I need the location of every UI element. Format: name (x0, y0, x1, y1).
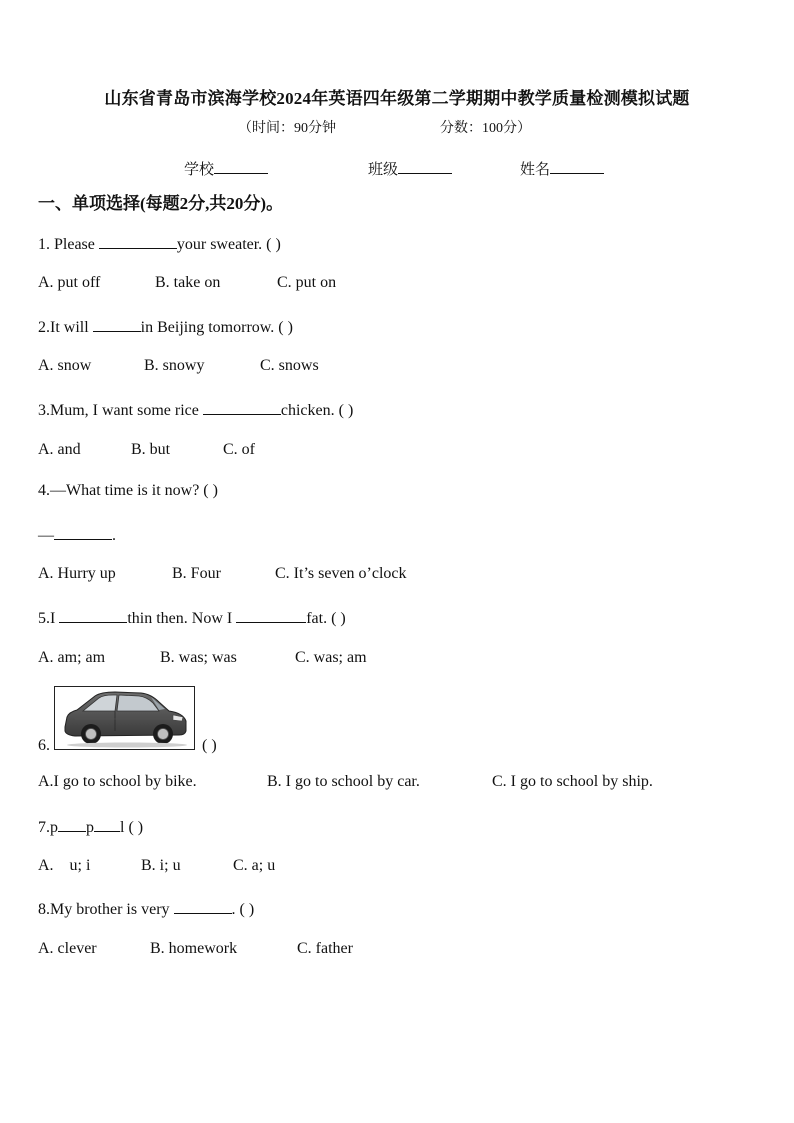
option-b: B. take on (155, 274, 221, 291)
option-c: C. I go to school by ship. (492, 773, 653, 790)
answer-blank (59, 607, 127, 623)
option-a: A. u; i (38, 857, 91, 874)
option-a: A. snow (38, 357, 92, 374)
option-c: C. snows (260, 357, 319, 374)
school-blank (214, 159, 268, 174)
exam-title: 山东省青岛市滨海学校2024年英语四年级第二学期期中教学质量检测模拟试题 (104, 89, 690, 108)
question-4-answer-line: — . (38, 524, 116, 545)
question-4-options (38, 565, 407, 583)
option-a: A. and (38, 441, 81, 458)
option-a: A. clever (38, 940, 97, 957)
option-b: B. snowy (144, 357, 205, 374)
option-a: A. Hurry up (38, 565, 116, 582)
option-b: B. but (131, 441, 171, 458)
school-label: 学校 (184, 162, 215, 178)
exam-info (238, 117, 531, 137)
option-a: A.I go to school by bike. (38, 773, 197, 790)
class-field (368, 158, 452, 179)
option-c: C. It’s seven o’clock (275, 565, 407, 582)
name-label: 姓名 (520, 162, 551, 178)
exam-time: （时间：90分钟 (238, 121, 336, 136)
question-4: 4.—What time is it now? ( ) (38, 482, 218, 499)
option-c: C. was; am (295, 649, 367, 666)
answer-blank (99, 233, 177, 249)
question-6-options (38, 773, 653, 791)
question-2-options (38, 357, 319, 375)
exam-score: 分数：100分） (440, 121, 531, 136)
question-7: 7.p p l ( ) (38, 816, 143, 837)
option-a: A. put off (38, 274, 101, 291)
answer-blank (54, 524, 112, 540)
answer-blank (94, 816, 120, 832)
option-a: A. am; am (38, 649, 106, 666)
option-c: C. a; u (233, 857, 276, 874)
name-blank (550, 159, 604, 174)
answer-blank (93, 316, 141, 332)
section-heading: 一、单项选择(每题2分,共20分)。 (38, 194, 284, 213)
option-c: C. put on (277, 274, 337, 291)
question-3-options (38, 441, 255, 459)
school-field (184, 158, 268, 179)
question-8-options (38, 940, 353, 958)
question-6-paren: ( ) (202, 737, 217, 754)
option-b: B. i; u (141, 857, 181, 874)
car-photo (54, 686, 195, 750)
question-3: 3.Mum, I want some rice chicken. ( ) (38, 399, 353, 420)
question-1-options (38, 274, 336, 292)
option-c: C. father (297, 940, 353, 957)
question-8: 8.My brother is very . ( ) (38, 898, 254, 919)
question-5-options (38, 649, 367, 667)
answer-blank (203, 399, 281, 415)
answer-blank (174, 898, 232, 914)
question-7-options (38, 857, 275, 875)
option-b: B. was; was (160, 649, 237, 666)
question-1: 1. Please your sweater. ( ) (38, 233, 281, 254)
car-icon (55, 687, 194, 749)
option-b: B. Four (172, 565, 221, 582)
option-c: C. of (223, 441, 255, 458)
question-5: 5.I thin then. Now I fat. ( ) (38, 607, 346, 628)
option-b: B. homework (150, 940, 238, 957)
name-field (520, 158, 604, 179)
option-b: B. I go to school by car. (267, 773, 420, 790)
answer-blank (58, 816, 86, 832)
class-label: 班级 (368, 162, 399, 178)
answer-blank (236, 607, 306, 623)
class-blank (398, 159, 452, 174)
question-2: 2.It will in Beijing tomorrow. ( ) (38, 316, 293, 337)
question-6-number: 6. (38, 737, 50, 754)
